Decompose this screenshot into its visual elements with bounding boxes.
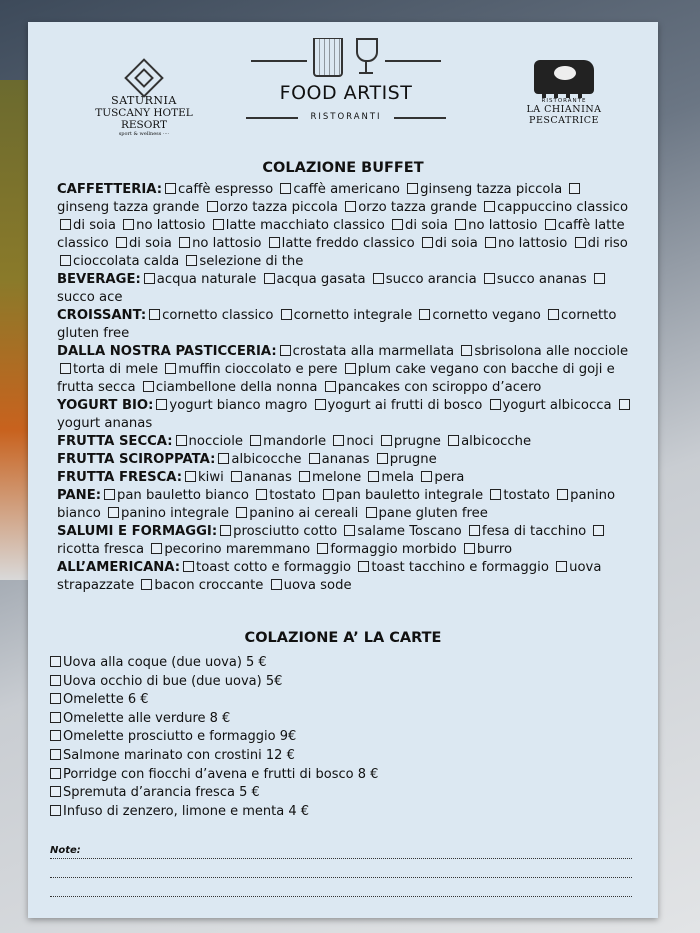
chianina-line3: PESCATRICE [529, 115, 599, 126]
option-label: acqua naturale [156, 272, 257, 287]
option-checkbox[interactable] [548, 309, 559, 320]
option-label: pera [434, 470, 465, 485]
food-artist-subtitle: RISTORANTI [246, 112, 446, 122]
option-label: albicocche [231, 452, 302, 467]
option-label: mandorle [263, 434, 327, 449]
option-label: ananas [321, 452, 370, 467]
carte-item-label: Omelette alle verdure 8 € [63, 710, 231, 726]
carte-item-label: Uova alla coque (due uova) 5 € [63, 655, 267, 670]
carte-title: COLAZIONE A’ LA CARTE [244, 630, 442, 646]
option-checkbox[interactable] [144, 273, 155, 284]
option-label: di soia [128, 236, 172, 251]
option-checkbox[interactable] [299, 471, 310, 482]
option-checkbox[interactable] [141, 579, 152, 590]
option-checkbox[interactable] [594, 273, 605, 284]
cow-icon [534, 60, 594, 94]
option-label: cappuccino classico [497, 200, 629, 215]
option-checkbox[interactable] [50, 693, 61, 704]
option-checkbox[interactable] [220, 525, 231, 536]
category-label: SALUMI E FORMAGGI: [57, 524, 218, 539]
option-checkbox[interactable] [419, 309, 430, 320]
option-label: yogurt albicocca [502, 398, 612, 413]
buffet-category [57, 343, 632, 397]
option-label: panino ai cereali [249, 506, 359, 521]
option-checkbox[interactable] [143, 381, 154, 392]
wine-glass-icon [356, 38, 378, 62]
option-checkbox[interactable] [213, 219, 224, 230]
carte-item-label: Uova occhio di bue (due uova) 5€ [63, 673, 283, 689]
option-label: acqua gasata [276, 272, 366, 287]
option-checkbox[interactable] [149, 309, 160, 320]
category-label: DALLA NOSTRA PASTICCERIA: [57, 344, 277, 359]
option-checkbox[interactable] [345, 363, 356, 374]
option-label: noci [346, 434, 374, 449]
option-label: cornetto gluten free [57, 308, 617, 341]
option-label: salame Toscano [357, 524, 462, 539]
option-checkbox[interactable] [183, 561, 194, 572]
option-checkbox[interactable] [60, 255, 71, 266]
option-label: latte freddo classico [281, 236, 415, 251]
option-checkbox[interactable] [236, 507, 247, 518]
carte-item-label: Omelette prosciutto e formaggio 9€ [63, 729, 297, 745]
saturnia-subtitle: TUSCANY HOTEL RESORT [95, 107, 193, 131]
option-label: torta di mele [73, 362, 159, 377]
option-label: mela [381, 470, 415, 485]
option-checkbox[interactable] [422, 237, 433, 248]
option-label: cornetto classico [162, 308, 274, 323]
option-checkbox[interactable] [176, 435, 187, 446]
option-checkbox[interactable] [218, 453, 229, 464]
option-label: fesa di tacchino [481, 524, 587, 539]
category-label: PANE: [57, 488, 101, 503]
option-label: no lattosio [498, 236, 568, 251]
option-label: bacon croccante [154, 578, 264, 593]
option-label: caffè espresso [178, 182, 274, 197]
saturnia-tagline: sport & wellness ···· [118, 131, 170, 137]
option-checkbox[interactable] [50, 656, 61, 667]
option-label: cornetto vegano [432, 308, 541, 323]
option-label: kiwi [198, 470, 224, 485]
option-label: ricotta fresca [57, 542, 145, 557]
glasses-icon [246, 36, 446, 78]
category-label: CAFFETTERIA: [57, 182, 162, 197]
option-label: tostato [503, 488, 550, 503]
option-checkbox[interactable] [60, 219, 71, 230]
option-checkbox[interactable] [60, 363, 71, 374]
buffet-title: COLAZIONE BUFFET [262, 160, 424, 176]
option-label: burro [476, 542, 513, 557]
option-label: pane gluten free [378, 506, 488, 521]
carte-item [50, 654, 610, 673]
food-artist-logo [246, 36, 446, 122]
option-label: prugne [389, 452, 437, 467]
option-checkbox[interactable] [207, 201, 218, 212]
buffet-category [57, 433, 632, 451]
option-label: melone [312, 470, 362, 485]
buffet-category [57, 271, 632, 307]
chianina-line2: LA CHIANINA [526, 104, 602, 115]
option-checkbox[interactable] [50, 675, 61, 686]
option-label: ginseng tazza grande [57, 200, 200, 215]
buffet-category [57, 559, 632, 595]
option-checkbox[interactable] [469, 525, 480, 536]
carte-item [50, 766, 610, 785]
option-checkbox[interactable] [123, 219, 134, 230]
option-label: sbrisolona alle nocciole [474, 344, 629, 359]
option-label: succo ananas [496, 272, 587, 287]
option-checkbox[interactable] [323, 489, 334, 500]
category-label: FRUTTA FRESCA: [57, 470, 183, 485]
carte-item-label: Spremuta d’arancia fresca 5 € [63, 785, 260, 801]
carte-item [50, 710, 610, 729]
option-label: caffè latte classico [57, 218, 625, 251]
option-checkbox[interactable] [421, 471, 432, 482]
option-label: yogurt bianco magro [169, 398, 308, 413]
option-checkbox[interactable] [108, 507, 119, 518]
carte-item [50, 747, 610, 766]
note-line[interactable] [50, 840, 632, 859]
carte-item-label: Omelette 6 € [63, 692, 149, 708]
option-checkbox[interactable] [545, 219, 556, 230]
option-checkbox[interactable] [484, 273, 495, 284]
option-checkbox[interactable] [50, 730, 61, 741]
category-label: BEVERAGE: [57, 272, 141, 287]
option-label: yogurt ai frutti di bosco [327, 398, 483, 413]
option-label: no lattosio [136, 218, 206, 233]
option-label: uova strapazzate [57, 560, 602, 593]
category-label: ALL’AMERICANA: [57, 560, 181, 575]
menu-header [28, 22, 658, 142]
option-checkbox[interactable] [156, 399, 167, 410]
buffet-category [57, 451, 632, 469]
option-label: ciambellone della nonna [155, 380, 318, 395]
saturnia-name: SATURNIA [111, 94, 177, 107]
option-checkbox[interactable] [490, 489, 501, 500]
option-label: crostata alla marmellata [292, 344, 455, 359]
category-label: FRUTTA SECCA: [57, 434, 173, 449]
note-line[interactable] [50, 878, 632, 897]
option-checkbox[interactable] [256, 489, 267, 500]
option-label: prugne [393, 434, 441, 449]
carte-list [50, 654, 610, 821]
option-label: formaggio morbido [330, 542, 457, 557]
option-label: yogurt ananas [57, 416, 153, 431]
saturnia-mark-icon [124, 58, 164, 98]
food-artist-title: FOOD ARTIST [279, 82, 413, 104]
buffet-category [57, 307, 632, 343]
option-label: ginseng tazza piccola [420, 182, 563, 197]
option-checkbox[interactable] [231, 471, 242, 482]
option-label: panino bianco [57, 488, 616, 521]
carte-item [50, 803, 610, 822]
option-checkbox[interactable] [280, 183, 291, 194]
option-label: succo arancia [385, 272, 477, 287]
option-label: no lattosio [468, 218, 538, 233]
option-label: orzo tazza piccola [219, 200, 338, 215]
option-checkbox[interactable] [116, 237, 127, 248]
option-checkbox[interactable] [490, 399, 501, 410]
option-label: prosciutto cotto [233, 524, 338, 539]
option-checkbox[interactable] [271, 579, 282, 590]
option-checkbox[interactable] [407, 183, 418, 194]
option-label: uova sode [283, 578, 352, 593]
option-label: ananas [243, 470, 292, 485]
option-label: selezione di the [199, 254, 304, 269]
notes-area [50, 840, 632, 897]
option-label: di riso [587, 236, 628, 251]
option-label: pan bauletto bianco [116, 488, 249, 503]
option-checkbox[interactable] [185, 471, 196, 482]
option-checkbox[interactable] [104, 489, 115, 500]
option-checkbox[interactable] [269, 237, 280, 248]
category-label: FRUTTA SCIROPPATA: [57, 452, 216, 467]
option-checkbox[interactable] [485, 237, 496, 248]
option-checkbox[interactable] [557, 489, 568, 500]
option-checkbox[interactable] [165, 183, 176, 194]
option-label: panino integrale [121, 506, 230, 521]
option-checkbox[interactable] [381, 435, 392, 446]
option-checkbox[interactable] [373, 273, 384, 284]
option-label: orzo tazza grande [358, 200, 477, 215]
option-checkbox[interactable] [593, 525, 604, 536]
option-checkbox[interactable] [50, 749, 61, 760]
option-checkbox[interactable] [455, 219, 466, 230]
option-label: latte macchiato classico [225, 218, 385, 233]
buffet-category [57, 523, 632, 559]
option-checkbox[interactable] [464, 543, 475, 554]
carte-item [50, 784, 610, 803]
carte-item-label: Salmone marinato con crostini 12 € [63, 747, 295, 763]
buffet-category [57, 469, 632, 487]
option-label: no lattosio [192, 236, 262, 251]
option-checkbox[interactable] [345, 201, 356, 212]
option-checkbox[interactable] [264, 273, 275, 284]
option-checkbox[interactable] [50, 805, 61, 816]
carte-item [50, 691, 610, 710]
option-checkbox[interactable] [344, 525, 355, 536]
option-checkbox[interactable] [281, 309, 292, 320]
option-label: cioccolata calda [73, 254, 180, 269]
option-checkbox[interactable] [575, 237, 586, 248]
option-checkbox[interactable] [556, 561, 567, 572]
category-label: CROISSANT: [57, 308, 147, 323]
category-label: YOGURT BIO: [57, 398, 154, 413]
buffet-list [57, 181, 632, 595]
option-checkbox[interactable] [151, 543, 162, 554]
option-label: albicocche [461, 434, 532, 449]
option-checkbox[interactable] [377, 453, 388, 464]
notes-label: Note: [50, 845, 81, 856]
buffet-category [57, 397, 632, 433]
chianina-logo [504, 60, 624, 126]
option-label: cornetto integrale [293, 308, 413, 323]
option-checkbox[interactable] [50, 712, 61, 723]
option-checkbox[interactable] [366, 507, 377, 518]
option-checkbox[interactable] [309, 453, 320, 464]
option-checkbox[interactable] [325, 381, 336, 392]
option-checkbox[interactable] [448, 435, 459, 446]
option-label: toast cotto e formaggio [196, 560, 352, 575]
buffet-category [57, 181, 632, 271]
carte-item-label: Porridge con fiocchi d’avena e frutti di bosco 8 € [63, 766, 379, 782]
option-checkbox[interactable] [165, 363, 176, 374]
carte-item [50, 673, 610, 692]
option-checkbox[interactable] [358, 561, 369, 572]
option-checkbox[interactable] [250, 435, 261, 446]
option-checkbox[interactable] [461, 345, 472, 356]
option-checkbox[interactable] [315, 399, 326, 410]
option-label: muffin cioccolato e pere [178, 362, 338, 377]
option-label: nocciole [188, 434, 243, 449]
option-checkbox[interactable] [333, 435, 344, 446]
option-checkbox[interactable] [50, 768, 61, 779]
carte-item-label: Infuso di zenzero, limone e menta 4 € [63, 803, 310, 819]
option-label: di soia [73, 218, 116, 233]
note-line[interactable] [50, 859, 632, 878]
option-checkbox[interactable] [569, 183, 580, 194]
option-checkbox[interactable] [186, 255, 197, 266]
option-checkbox[interactable] [368, 471, 379, 482]
option-label: tostato [269, 488, 316, 503]
option-checkbox[interactable] [50, 786, 61, 797]
option-checkbox[interactable] [317, 543, 328, 554]
option-checkbox[interactable] [280, 345, 291, 356]
tumbler-glass-icon [313, 38, 343, 77]
option-label: di soia [405, 218, 448, 233]
option-label: succo ace [57, 290, 123, 305]
option-label: toast tacchino e formaggio [371, 560, 549, 575]
chianina-line1: RISTORANTE [541, 98, 587, 104]
option-checkbox[interactable] [619, 399, 630, 410]
saturnia-logo [74, 64, 214, 137]
menu-sheet [28, 22, 658, 918]
option-label: pancakes con sciroppo d’acero [337, 380, 542, 395]
option-label: plum cake vegano con bacche di goji e frutta secca [57, 362, 615, 395]
option-label: pecorino maremmano [164, 542, 311, 557]
carte-item [50, 728, 610, 747]
option-label: caffè americano [293, 182, 400, 197]
option-checkbox[interactable] [484, 201, 495, 212]
buffet-category [57, 487, 632, 523]
option-label: pan bauletto integrale [336, 488, 484, 503]
option-checkbox[interactable] [392, 219, 403, 230]
option-label: di soia [434, 236, 478, 251]
option-checkbox[interactable] [179, 237, 190, 248]
